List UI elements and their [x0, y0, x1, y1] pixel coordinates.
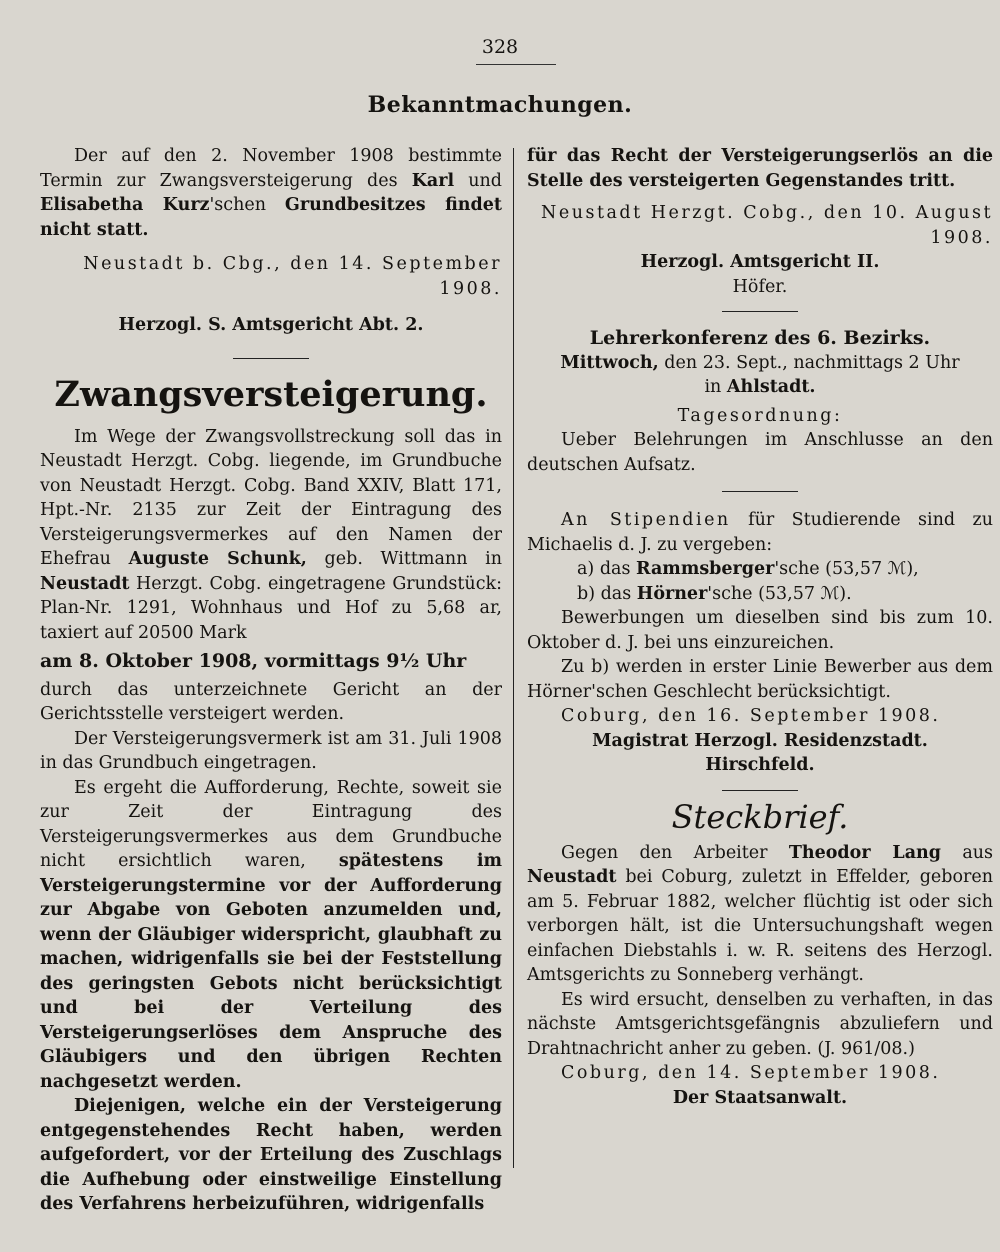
- page-number: 328: [481, 36, 519, 58]
- warrant-signer: Der Staatsanwalt.: [672, 1087, 848, 1108]
- right-column: [527, 144, 993, 1110]
- scholarship-paragraph: Bewerbungen um dieselben sind bis zum 10. Oktober d. J. bei uns einzureichen.: [527, 608, 993, 653]
- notice-cancelled-auction: [40, 144, 502, 242]
- auction-emphasis: spätestens im Versteigerungstermine vor der Aufforderung zur Abgabe von Geboten anzumelden und, wenn der Gläubiger widerspricht, glaubhaft zu machen, widrigenfalls sie bei der Feststellung des geringsten Gebots nicht berücksichtigt und bei der Verteilung des Versteigerungserlöses dem Anspruche des Gläubigers und den übrigen Rechten nachgesetzt werden.: [40, 851, 502, 1092]
- auction-signer: Höfer.: [732, 276, 788, 297]
- place-name: Neustadt: [40, 573, 130, 594]
- notice-emphasis: Grundbesitzes findet nicht statt.: [40, 195, 502, 240]
- person-name: Karl: [411, 170, 455, 191]
- notice-text: Der auf den 2. November 1908 bestimmte Termin zur Zwangsversteigerung des: [40, 146, 502, 191]
- scholarship-intro-lead: An Stipendien: [561, 510, 731, 530]
- wanted-name: Theodor Lang: [788, 842, 941, 863]
- agenda-label: Tagesordnung:: [677, 405, 843, 426]
- notice-place-date: Neustadt b. Cbg., den 14. September 1908.: [83, 254, 502, 299]
- conference-place: Ahlstadt.: [726, 377, 816, 397]
- scholarship-name: Hörner: [636, 583, 708, 604]
- left-column: [40, 144, 502, 1217]
- page-title: Bekanntmachungen.: [367, 92, 633, 118]
- scholarship-paragraph: Zu b) werden in erster Linie Bewerber aus dem Hörner'schen Geschlecht berücksichtigt.: [527, 657, 993, 702]
- auction-paragraph: Diejenigen, welche ein der Versteigerung entgegenstehendes Recht haben, werden aufgefordert, vor der Erteilung des Zuschlags die Aufhebung oder einstweilige Einstellung des Verfahrens herbeizuführen, widrigenfalls: [40, 1096, 502, 1214]
- warrant-paragraph: [527, 841, 993, 988]
- auction-heading: Zwangsversteigerung.: [54, 373, 488, 415]
- auction-text: Es ergeht die Aufforderung, Rechte, soweit sie zur Zeit der Eintragung des Versteigerungsvermerkes aus dem Grundbuche nicht ersichtlich waren,: [40, 777, 502, 871]
- conference-title: Lehrerkonferenz des 6. Bezirks.: [589, 327, 931, 349]
- auction-continuation: für das Recht der Versteigerungserlös an die Stelle des versteigerten Gegenstandes tritt.: [527, 146, 993, 191]
- section-rule: [722, 790, 798, 791]
- scholarship-place-date: Coburg, den 16. September 1908.: [561, 706, 941, 726]
- warrant-heading: Steckbrief.: [671, 797, 849, 836]
- conference-where: [527, 375, 993, 400]
- item-amount: 'sche (53,57 ℳ),: [774, 559, 919, 579]
- conference-day: Mittwoch,: [560, 352, 659, 373]
- warrant-place-date: Coburg, den 14. September 1908.: [561, 1063, 941, 1083]
- column-divider: [513, 148, 514, 1168]
- warrant-text: aus: [941, 842, 993, 863]
- item-prefix: a) das: [577, 559, 637, 579]
- conference-time: den 23. Sept., nachmittags 2 Uhr: [658, 352, 960, 373]
- auction-text: geb. Wittmann in: [306, 549, 503, 569]
- notice-text: 'schen: [209, 195, 285, 215]
- warrant-paragraph: Es wird ersucht, denselben zu verhaften, in das nächste Amtsgerichtsgefängnis abzuliefern und Drahtnachricht anher zu geben. (J. 961/08.): [527, 989, 993, 1059]
- scholarship-authority: Magistrat Herzogl. Residenzstadt.: [592, 730, 928, 751]
- scholarship-intro-text: für Studierende sind zu Michaelis d. J. zu vergeben:: [527, 510, 993, 555]
- warrant-text: Gegen den Arbeiter: [561, 842, 789, 863]
- section-rule: [233, 358, 309, 359]
- owner-name: Auguste Schunk,: [128, 549, 307, 569]
- scholarship-signer: Hirschfeld.: [705, 755, 815, 775]
- conference-where-prefix: in: [704, 377, 727, 397]
- conference-when: [527, 351, 993, 376]
- page-number-rule: [476, 64, 556, 65]
- warrant-text: bei Coburg, zuletzt in Effelder, geboren am 5. Februar 1882, welcher flüchtig ist oder sich verborgen hält, ist die Untersuchungshaft wegen einfachen Diebstahls i. w. R. seitens des Herzogl. Amtsgerichts zu Sonneberg verhängt.: [527, 867, 993, 985]
- scholarship-item-a: [527, 557, 993, 582]
- place-name: Neustadt: [527, 867, 617, 887]
- auction-text: Herzgt. Cobg. eingetragene Grundstück: Plan-Nr. 1291, Wohnhaus und Hof zu 5,68 ar, taxiert auf 20500 Mark: [40, 573, 502, 643]
- auction-paragraph: durch das unterzeichnete Gericht an der Gerichtsstelle versteigert werden.: [40, 679, 502, 724]
- auction-court: Herzogl. Amtsgericht II.: [640, 252, 880, 272]
- item-prefix: b) das: [577, 583, 637, 604]
- auction-date-line: am 8. Oktober 1908, vormittags 9½ Uhr: [40, 650, 467, 672]
- auction-paragraph: [40, 425, 502, 646]
- person-name: Elisabetha Kurz: [40, 195, 210, 215]
- section-rule: [722, 311, 798, 312]
- section-rule: [722, 491, 798, 492]
- scholarship-item-b: [527, 582, 993, 607]
- auction-paragraph: Der Versteigerungsvermerk ist am 31. Juli 1908 in das Grundbuch eingetragen.: [40, 728, 502, 773]
- agenda-text: Ueber Belehrungen im Anschlusse an den deutschen Aufsatz.: [527, 430, 993, 475]
- notice-court: Herzogl. S. Amtsgericht Abt. 2.: [118, 315, 424, 335]
- auction-place-date: Neustadt Herzgt. Cobg., den 10. August 1908.: [541, 203, 993, 248]
- scholarship-name: Rammsberger: [636, 559, 775, 579]
- scholarship-intro: [527, 508, 993, 557]
- notice-text: und: [454, 170, 503, 191]
- item-amount: 'sche (53,57 ℳ).: [707, 583, 852, 604]
- auction-text: Im Wege der Zwangsvollstreckung soll das in Neustadt Herzgt. Cobg. liegende, im Grundbuche von Neustadt Herzgt. Cobg. Band XXIV, Blatt 171, Hpt.-Nr. 2135 zur Zeit der Eintragung des Versteigerungsvermerkes auf den Namen der Ehefrau: [40, 426, 502, 569]
- auction-paragraph: [40, 776, 502, 1095]
